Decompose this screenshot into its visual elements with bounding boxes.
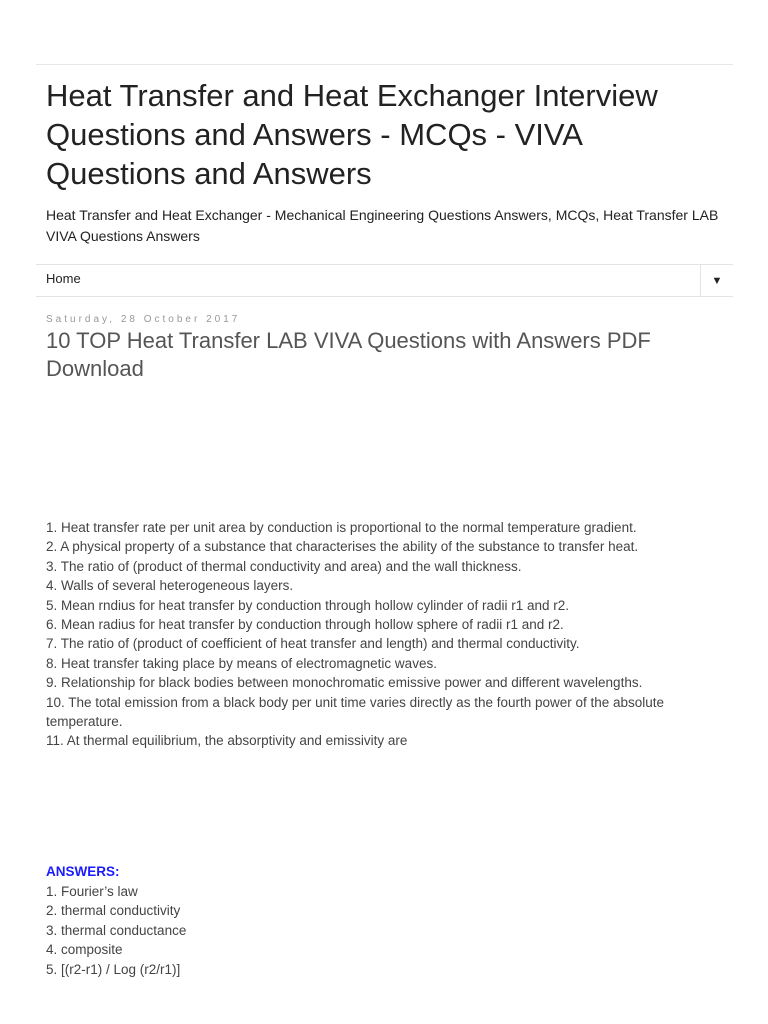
header-top-divider bbox=[36, 64, 733, 65]
question-item: 4. Walls of several heterogeneous layers. bbox=[46, 578, 294, 594]
post-date: Saturday, 28 October 2017 bbox=[46, 314, 241, 325]
question-item: 11. At thermal equilibrium, the absorptivity and emissivity are bbox=[46, 733, 408, 749]
dropdown-arrow-icon: ▼ bbox=[711, 274, 723, 287]
blog-description: Heat Transfer and Heat Exchanger - Mechanical Engineering Questions Answers, MCQs, Heat Transfer LAB VIVA Questions Answers bbox=[46, 207, 719, 244]
answer-item: 1. Fourier’s law bbox=[46, 883, 138, 899]
question-item: 1. Heat transfer rate per unit area by conduction is proportional to the normal temperature gradient. bbox=[46, 520, 637, 535]
question-item: 8. Heat transfer taking place by means of electromagnetic waves. bbox=[46, 655, 437, 671]
question-item: 7. The ratio of (product of coefficient of heat transfer and length) and thermal conductivity. bbox=[46, 636, 580, 652]
question-item: 3. The ratio of (product of thermal conductivity and area) and the wall thickness. bbox=[46, 558, 522, 574]
answer-item: 4. composite bbox=[46, 942, 123, 958]
answers-section bbox=[46, 862, 726, 980]
page-navigation bbox=[36, 264, 733, 297]
question-item: 2. A physical property of a substance that characterises the ability of the substance to transfer heat. bbox=[46, 539, 639, 555]
question-item: 10. The total emission from a black body per unit time varies directly as the fourth power of the absolute temperature. bbox=[46, 694, 665, 730]
answer-item: 2. thermal conductivity bbox=[46, 903, 181, 919]
blog-header bbox=[46, 76, 726, 247]
question-item: 9. Relationship for black bodies between monochromatic emissive power and different wavelengths. bbox=[46, 675, 643, 691]
post-title[interactable]: 10 TOP Heat Transfer LAB VIVA Questions with Answers PDF Download bbox=[46, 328, 651, 381]
blog-title[interactable]: Heat Transfer and Heat Exchanger Interview Questions and Answers - MCQs - VIVA Questions and Answers bbox=[46, 78, 658, 191]
nav-home-link[interactable]: Home bbox=[46, 271, 81, 286]
questions-list bbox=[46, 518, 736, 751]
question-item: 5. Mean rndius for heat transfer by conduction through hollow cylinder of radii r1 and r2. bbox=[46, 597, 570, 613]
nav-dropdown-toggle[interactable] bbox=[700, 265, 733, 296]
answers-heading: ANSWERS: bbox=[46, 864, 120, 879]
answer-item: 5. [(r2-r1) / Log (r2/r1)] bbox=[46, 961, 181, 977]
answer-item: 3. thermal conductance bbox=[46, 922, 187, 938]
question-item: 6. Mean radius for heat transfer by conduction through hollow sphere of radii r1 and r2. bbox=[46, 617, 564, 633]
